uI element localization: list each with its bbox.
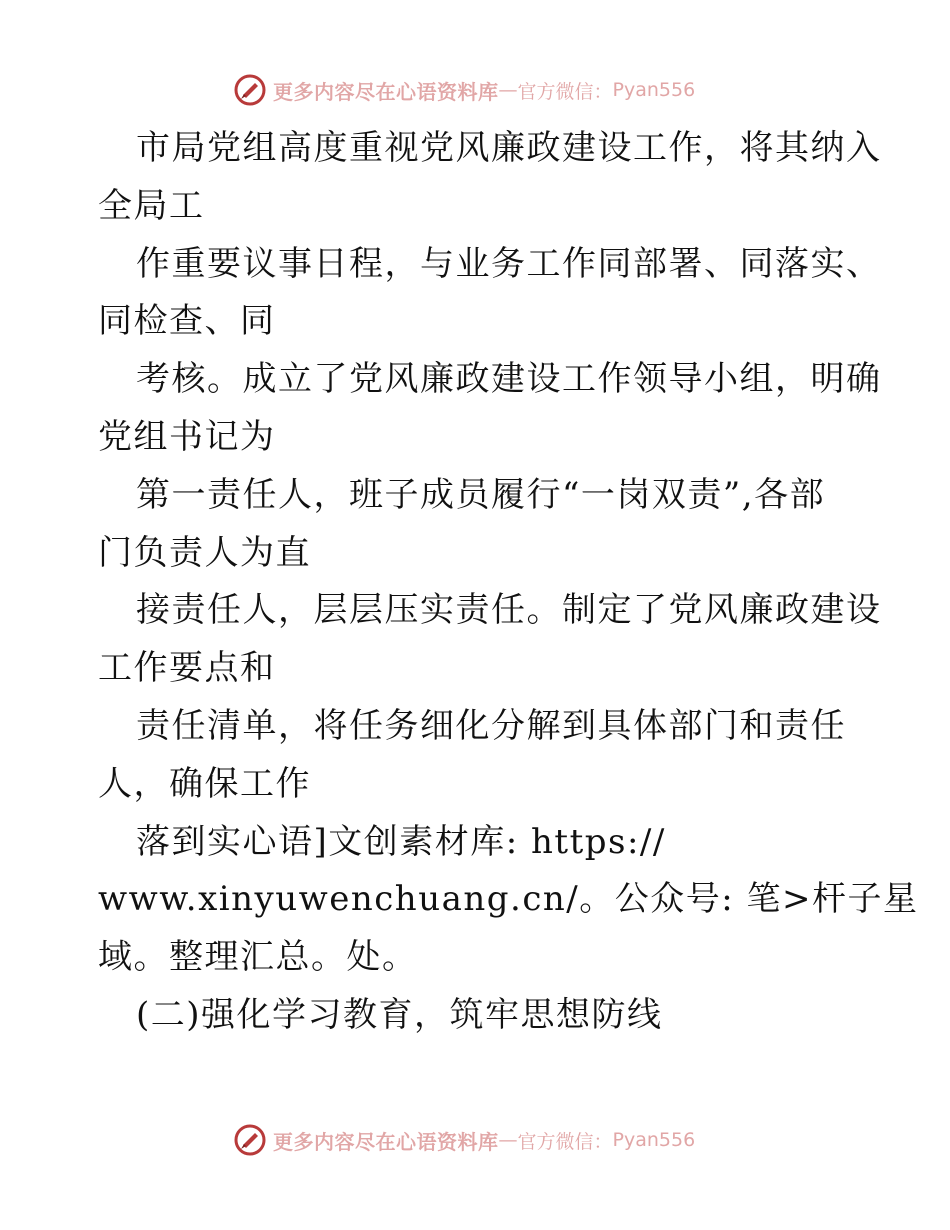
paragraph-line: 门负责人为直 — [98, 532, 311, 573]
paragraph-line: 同检查、同 — [98, 301, 276, 342]
footer-brand-text: 更多内容尽在心语资料库 — [273, 1129, 499, 1154]
paragraph-line: 落到实心语]文创素材库: https:// — [136, 821, 666, 862]
paragraph-line: 域。整理汇总。处。 — [98, 937, 418, 978]
paragraph-line: 第一责任人，班子成员履行“一岗双责”,各部 — [136, 474, 826, 515]
brand-logo-icon — [233, 73, 267, 107]
footer-watermark-banner — [233, 1120, 713, 1160]
paragraph-line: www.xinyuwenchuang.cn/。公众号: 笔>杆子星 — [98, 879, 919, 920]
paragraph-line: 接责任人，层层压实责任。制定了党风廉政建设 — [136, 590, 882, 631]
footer-separator: — — [498, 1129, 518, 1151]
paragraph-line: 市局党组高度重视党风廉政建设工作，将其纳入 — [136, 128, 882, 168]
paragraph-line: 考核。成立了党风廉政建设工作领导小组，明确 — [136, 359, 882, 400]
paragraph-line: 人，确保工作 — [98, 763, 311, 804]
paragraph-line: 责任清单，将任务细化分解到具体部门和责任 — [136, 705, 846, 746]
paragraph-line: 党组书记为 — [98, 416, 276, 457]
section-heading: (二)强化学习教育，筑牢思想防线 — [136, 994, 663, 1035]
paragraph-line: 全局工 — [98, 185, 205, 226]
footer-wechat-id: Pyan556 — [612, 1129, 696, 1151]
header-watermark-banner — [233, 70, 713, 110]
footer-contact-label: 官方微信： — [517, 1130, 613, 1153]
paragraph-line: 作重要议事日程，与业务工作同部署、同落实、 — [136, 243, 882, 284]
document-body — [98, 120, 919, 1045]
header-separator: — — [498, 79, 518, 101]
header-wechat-id: Pyan556 — [612, 79, 696, 101]
header-contact-label: 官方微信： — [517, 80, 613, 103]
header-brand-text: 更多内容尽在心语资料库 — [273, 79, 499, 104]
paragraph-line: 工作要点和 — [98, 648, 276, 689]
brand-logo-icon — [233, 1123, 267, 1157]
